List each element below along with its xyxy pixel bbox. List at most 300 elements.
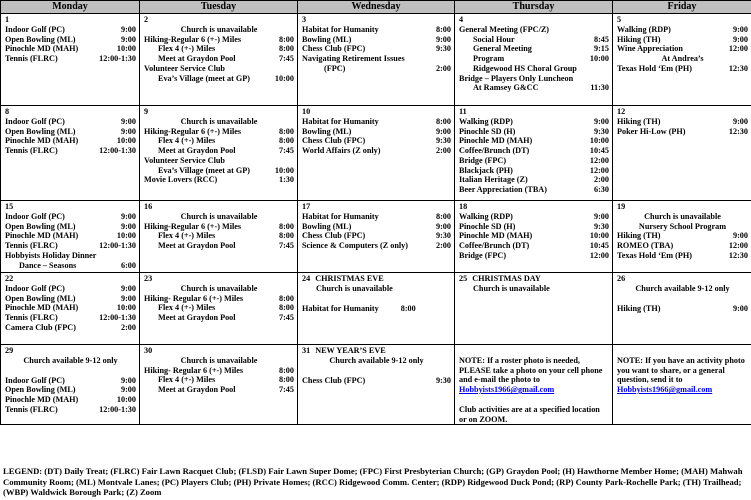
event-item (5, 127, 136, 137)
week-row (1, 201, 751, 273)
event-label: Volunteer Service Club (144, 63, 225, 73)
event-label: Indoor Golf (PC) (5, 117, 65, 126)
date-label: 29 (5, 346, 14, 355)
event-label: Pinochle MD (MAH) (459, 231, 533, 241)
header-wednesday: Wednesday (298, 1, 455, 14)
event-item (144, 385, 294, 395)
event-label: Pinochle SD (H) (459, 221, 516, 231)
event-time: 12:00 (589, 165, 609, 175)
event-time: 12:00-1:30 (99, 146, 136, 156)
event-item (144, 64, 294, 74)
event-item (5, 313, 136, 323)
event-label: Flex 4 (+-) Miles (158, 44, 216, 54)
event-item (5, 395, 136, 405)
header-thursday: Thursday (455, 1, 613, 14)
event-label: Habitat for Humanity (302, 303, 379, 313)
event-label: Hiking-Regular 6 (+-) Miles (144, 126, 242, 136)
event-label: Hiking (TH) (617, 34, 661, 44)
event-label: Walking (RDP) (459, 212, 513, 221)
notice-text: Church available 9-12 only (329, 356, 424, 365)
event-item (617, 251, 748, 261)
date-label: 4 (459, 15, 464, 24)
event-label: Texas Hold ‘Em (PH) (617, 250, 692, 260)
event-item (459, 146, 609, 156)
event-item (617, 35, 748, 45)
header-tuesday: Tuesday (140, 1, 298, 14)
event-label: Social Hour (473, 34, 515, 44)
event-label: Meet at Graydon Pool (158, 241, 236, 251)
event-item (5, 241, 136, 251)
event-label: Church is unavailable (473, 284, 550, 293)
day-number (302, 274, 451, 284)
spacer (459, 395, 609, 405)
event-label: Pinochle MD (MAH) (5, 395, 79, 405)
event-item (5, 251, 136, 261)
event-item (302, 136, 451, 146)
calendar-body (1, 14, 751, 425)
event-label: Bowling (ML) (302, 34, 352, 44)
event-item (144, 44, 294, 54)
event-item (5, 44, 136, 54)
event-label: Hiking (TH) (617, 231, 661, 241)
event-label: Coffee/Brunch (DT) (459, 241, 530, 251)
event-time: 9:30 (593, 221, 609, 231)
event-item (459, 74, 609, 84)
event-label: Indoor Golf (PC) (5, 25, 65, 34)
event-time: 7:45 (278, 54, 294, 64)
event-label: Hiking-Regular 6 (+-) Miles (144, 34, 242, 44)
email-link[interactable]: Hobbyists1966@gmail.com (459, 385, 555, 395)
event-time: 9:00 (732, 25, 748, 34)
event-label: Camera Club (FPC) (5, 322, 76, 332)
event-item (459, 222, 609, 232)
note-text: Club activities are at a specified location or on ZOOM. (459, 404, 600, 424)
event-item (5, 54, 136, 64)
event-item (459, 83, 609, 93)
week-row (1, 14, 751, 106)
date-label: 9 (144, 107, 149, 116)
date-label: 30 (144, 346, 153, 355)
event-label: Indoor Golf (PC) (5, 212, 65, 221)
event-item (459, 44, 609, 54)
event-item (144, 35, 294, 45)
event-time: 9:00 (120, 284, 136, 293)
event-label: Movie Lovers (RCC) (144, 175, 218, 185)
day-number (5, 107, 136, 117)
event-item (144, 74, 294, 84)
event-label: Volunteer Service Club (144, 155, 225, 165)
event-item (5, 284, 136, 294)
event-time: 8:00 (400, 303, 416, 313)
event-time: 9:00 (593, 212, 609, 221)
event-item (617, 44, 748, 54)
event-label: Chess Club (FPC) (302, 136, 366, 146)
event-time: 9:00 (732, 303, 748, 313)
event-item (144, 231, 294, 241)
event-item (302, 127, 451, 137)
event-time: 8:00 (278, 365, 294, 375)
date-label: 12 (617, 107, 626, 116)
event-label: Bridge – Players Only Luncheon (459, 73, 574, 83)
event-item (144, 294, 294, 304)
event-item (302, 64, 451, 74)
event-item (459, 25, 609, 35)
event-time: 8:00 (278, 34, 294, 44)
event-label: Pinochle MD (MAH) (5, 231, 79, 241)
day-cell (298, 14, 455, 106)
event-item (617, 231, 748, 241)
legend: LEGEND: (DT) Daily Treat; (FLRC) Fair Lawn Racquet Club; (FLSD) Fair Lawn Super Dome; (FPC) First Presbyterian Church; (GP) Graydon Pool; (H) Hawthorne Member Home; (MAH) Mahwah Community Room; (ML) Montvale Lanes; (PC) Players Club; (PH) Private Homes; (RCC) Ridgewood Comm. Center; (RDP) Ridgewood Duck Pond; (RP) County Park-Rochelle Park; (TH) Trailhead; (WBP) Waldwick Borough Park; (Z) Zoom (3, 466, 743, 497)
event-item (459, 212, 609, 222)
event-item (5, 323, 136, 333)
note-cell (455, 345, 613, 425)
event-label: Meet at Graydon Pool (158, 313, 236, 323)
date-label: 16 (144, 202, 153, 211)
day-cell (140, 14, 298, 106)
event-label: Tennis (FLRC) (5, 146, 58, 156)
event-time: 9:30 (593, 126, 609, 136)
event-label: Blackjack (PH) (459, 165, 513, 175)
spacer (5, 366, 136, 376)
day-number (144, 202, 294, 212)
day-number (5, 274, 136, 284)
event-item (617, 127, 748, 137)
event-time: 12:00 (728, 241, 748, 251)
event-time: 7:45 (278, 146, 294, 156)
event-time: 10:00 (116, 395, 136, 405)
event-time: 10:00 (589, 231, 609, 241)
event-time: 10:45 (589, 146, 609, 156)
event-time: 12:30 (728, 63, 748, 73)
notice-text: Church available 9-12 only (23, 356, 118, 365)
day-cell (140, 345, 298, 425)
event-time: 12:00-1:30 (99, 241, 136, 251)
event-time: 10:00 (116, 44, 136, 54)
day-number (144, 15, 294, 25)
event-item (302, 376, 451, 386)
event-item (302, 117, 451, 127)
email-link[interactable]: Hobbyists1966@gmail.com (617, 385, 713, 395)
event-label: Hiking- Regular 6 (+-) Miles (144, 365, 244, 375)
day-cell (613, 106, 751, 201)
event-time: 9:00 (435, 221, 451, 231)
event-label: Program (473, 54, 505, 64)
event-label: Indoor Golf (PC) (5, 284, 65, 293)
day-number (5, 346, 136, 356)
day-cell (1, 14, 140, 106)
event-label: Walking (RDP) (617, 25, 671, 34)
holiday-title: CHRISTMAS EVE (315, 274, 384, 283)
event-label: Bridge (FPC) (459, 250, 507, 260)
event-label: Flex 4 (+-) Miles (158, 303, 216, 313)
day-cell (1, 201, 140, 273)
event-label: World Affairs (Z only) (302, 146, 381, 156)
event-time: 10:00 (589, 136, 609, 146)
event-label: ROMEO (TBA) (617, 241, 674, 251)
day-number (302, 15, 451, 25)
day-number (459, 107, 609, 117)
event-time: 8:00 (278, 375, 294, 385)
event-time: 9:00 (435, 34, 451, 44)
event-time: 9:00 (120, 126, 136, 136)
header-friday: Friday (613, 1, 751, 14)
header-monday: Monday (1, 1, 140, 14)
event-item (302, 54, 451, 64)
event-item (459, 54, 609, 64)
event-item (5, 385, 136, 395)
event-item (459, 117, 609, 127)
event-time: 1:30 (278, 175, 294, 185)
notice-text: Church available 9-12 only (635, 284, 730, 293)
spacer (617, 346, 748, 356)
event-item (302, 25, 451, 35)
date-label: 3 (302, 15, 307, 24)
event-time: 8:00 (435, 212, 451, 221)
event-label: Eva’s Village (meet at GP) (158, 165, 251, 175)
notice-text: Church is unavailable (180, 356, 258, 365)
event-item (302, 146, 451, 156)
event-item (5, 222, 136, 232)
week-row (1, 345, 751, 425)
date-label: 8 (5, 107, 10, 116)
event-item (144, 303, 294, 313)
event-item (144, 366, 294, 376)
day-cell (298, 273, 455, 345)
event-item (302, 304, 451, 314)
event-item (5, 25, 136, 35)
date-label: 23 (144, 274, 153, 283)
event-time: 2:00 (593, 175, 609, 185)
event-label: Flex 4 (+-) Miles (158, 136, 216, 146)
event-time: 2:00 (435, 241, 451, 251)
event-item (5, 136, 136, 146)
event-time: 12:00-1:30 (99, 313, 136, 323)
spacer (302, 366, 451, 376)
event-time: 9:00 (435, 126, 451, 136)
event-time: 9:00 (732, 231, 748, 241)
event-label: Chess Club (FPC) (302, 44, 366, 54)
event-item (459, 136, 609, 146)
spacer (617, 294, 748, 304)
day-number (5, 202, 136, 212)
date-label: 26 (617, 274, 626, 283)
event-label: Texas Hold ‘Em (PH) (617, 63, 692, 73)
event-time: 9:30 (435, 136, 451, 146)
event-label: Church is unavailable (316, 284, 393, 293)
event-item (5, 231, 136, 241)
date-label: 17 (302, 202, 311, 211)
event-item (302, 222, 451, 232)
event-label: Tennis (FLRC) (5, 241, 58, 251)
day-number (459, 202, 609, 212)
note-cell (613, 345, 751, 425)
day-cell (1, 273, 140, 345)
date-label: 2 (144, 15, 149, 24)
event-time: 10:00 (274, 165, 294, 175)
event-item (5, 294, 136, 304)
holiday-title: NEW YEAR’S EVE (315, 346, 386, 355)
event-label: Hiking (TH) (617, 303, 661, 313)
notice-text: Church is unavailable (180, 212, 258, 221)
day-number (302, 202, 451, 212)
event-item (5, 405, 136, 415)
event-time: 2:00 (120, 322, 136, 332)
event-time: 10:00 (116, 231, 136, 241)
day-number (617, 202, 748, 212)
day-number (144, 346, 294, 356)
event-label: Habitat for Humanity (302, 212, 379, 221)
day-cell (140, 106, 298, 201)
event-label: Open Bowling (ML) (5, 126, 76, 136)
event-item (459, 35, 609, 45)
event-label: Meet at Graydon Pool (158, 54, 236, 64)
event-label: Bowling (ML) (302, 126, 352, 136)
event-time: 9:00 (120, 221, 136, 231)
event-label: Bridge (FPC) (459, 155, 507, 165)
event-item (459, 175, 609, 185)
day-number (302, 107, 451, 117)
event-label: Pinochle MD (MAH) (5, 44, 79, 54)
notice-text: At Andrea’s (661, 54, 704, 64)
day-number (617, 15, 748, 25)
note-text: NOTE: If a roster photo is needed, PLEASE take a photo on your cell phone and e-mail the photo to (459, 356, 603, 385)
event-label: General Meeting (473, 44, 532, 54)
event-time: 10:00 (589, 54, 609, 64)
day-cell (140, 273, 298, 345)
spacer (459, 346, 609, 356)
event-item (144, 136, 294, 146)
day-cell (613, 201, 751, 273)
event-time: 7:45 (278, 385, 294, 395)
notice-text: Church is unavailable (180, 284, 258, 293)
event-time: 9:00 (120, 385, 136, 395)
event-item (459, 64, 609, 74)
weekday-header-row (1, 1, 751, 14)
date-label: 31 (302, 346, 311, 355)
date-label: 15 (5, 202, 14, 211)
event-time: 12:30 (728, 126, 748, 136)
day-number (144, 107, 294, 117)
event-item (617, 25, 748, 35)
date-label: 1 (5, 15, 10, 24)
event-time: 7:45 (278, 241, 294, 251)
event-time: 6:00 (120, 260, 136, 270)
event-item (144, 313, 294, 323)
event-time: 8:00 (435, 117, 451, 126)
event-item (302, 231, 451, 241)
day-number (459, 15, 609, 25)
date-label: 18 (459, 202, 468, 211)
day-number (144, 274, 294, 284)
event-label: Hiking- Regular 6 (+-) Miles (144, 293, 244, 303)
event-item (144, 156, 294, 166)
event-time: 9:00 (120, 212, 136, 221)
event-item (459, 127, 609, 137)
note-text: NOTE: If you have an activity photo you want to share, or a general question, send it to (617, 356, 745, 385)
notice-text: Church is unavailable (180, 117, 258, 126)
event-time: 8:00 (278, 221, 294, 231)
notice-text: Nursery School Program (638, 221, 727, 231)
event-label: Open Bowling (ML) (5, 385, 76, 395)
day-number (5, 15, 136, 25)
day-cell (140, 201, 298, 273)
event-time: 12:00 (589, 250, 609, 260)
day-number (302, 346, 451, 356)
date-label: 22 (5, 274, 14, 283)
event-label: Flex 4 (+-) Miles (158, 375, 216, 385)
event-item (459, 156, 609, 166)
event-item (144, 375, 294, 385)
event-time: 9:00 (120, 34, 136, 44)
event-time: 9:00 (732, 117, 748, 126)
date-label: 19 (617, 202, 626, 211)
event-item (144, 175, 294, 185)
event-item (144, 241, 294, 251)
event-item (302, 35, 451, 45)
event-time: 9:15 (593, 44, 609, 54)
event-time: 8:00 (278, 136, 294, 146)
event-label: Bowling (ML) (302, 221, 352, 231)
event-item (144, 54, 294, 64)
event-label: At Ramsey G&CC (473, 83, 539, 93)
event-label: Hobbyists Holiday Dinner (5, 250, 97, 260)
day-cell (455, 201, 613, 273)
event-label: Habitat for Humanity (302, 25, 379, 34)
day-number (617, 107, 748, 117)
day-cell (1, 106, 140, 201)
event-item (302, 284, 451, 294)
event-label: Pinochle MD (MAH) (459, 136, 533, 146)
week-row (1, 106, 751, 201)
event-time: 9:00 (593, 117, 609, 126)
event-label: Pinochle MD (MAH) (5, 136, 79, 146)
event-item (302, 212, 451, 222)
date-label: 5 (617, 15, 622, 24)
event-time: 6:30 (593, 184, 609, 194)
notice-text: Church is unavailable (644, 212, 721, 221)
event-item (302, 44, 451, 54)
event-label: Hiking-Regular 6 (+-) Miles (144, 221, 242, 231)
event-item (144, 127, 294, 137)
event-label: Tennis (FLRC) (5, 313, 58, 323)
event-label: Poker Hi-Low (PH) (617, 126, 686, 136)
notice-text: Church is unavailable (180, 25, 258, 34)
day-cell (613, 273, 751, 345)
event-time: 9:00 (120, 25, 136, 34)
event-time: 2:00 (435, 63, 451, 73)
event-label: Chess Club (FPC) (302, 375, 366, 385)
event-item (617, 117, 748, 127)
event-time: 10:00 (274, 73, 294, 83)
date-label: 25 (459, 274, 468, 283)
event-item (617, 64, 748, 74)
day-cell (455, 106, 613, 201)
event-time: 12:30 (728, 250, 748, 260)
event-label: Chess Club (FPC) (302, 231, 366, 241)
day-cell (455, 14, 613, 106)
event-item (144, 222, 294, 232)
event-time: 12:00-1:30 (99, 54, 136, 64)
event-label: Ridgewood HS Choral Group (473, 63, 577, 73)
event-time: 12:00 (728, 44, 748, 54)
date-label: 10 (302, 107, 311, 116)
event-time: 9:00 (120, 293, 136, 303)
event-label: Coffee/Brunch (DT) (459, 146, 530, 156)
holiday-title: CHRISTMAS DAY (472, 274, 541, 283)
event-label: Walking (RDP) (459, 117, 513, 126)
event-time: 9:30 (435, 375, 451, 385)
event-item (5, 146, 136, 156)
